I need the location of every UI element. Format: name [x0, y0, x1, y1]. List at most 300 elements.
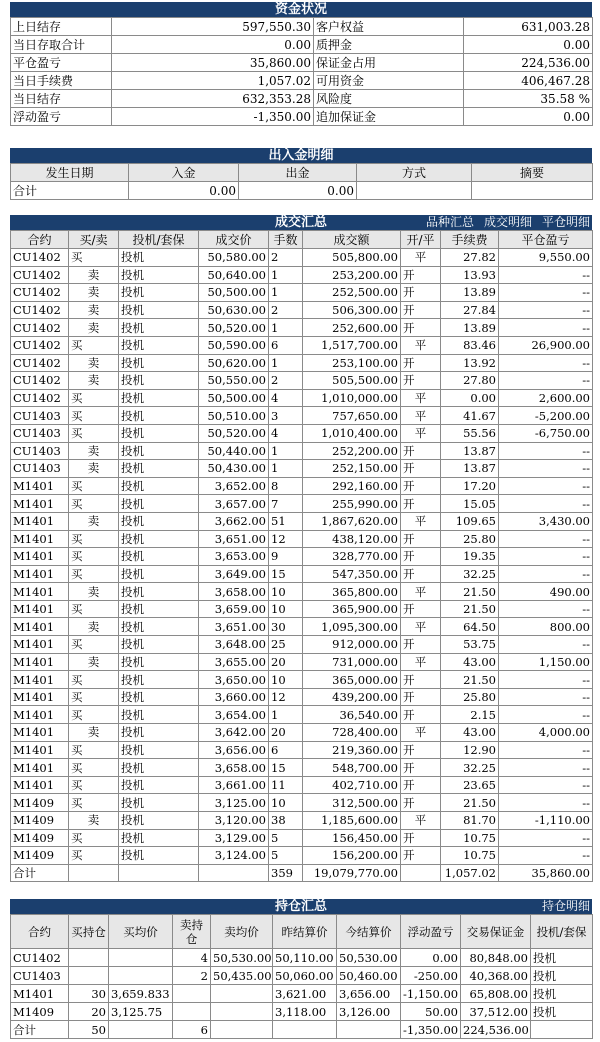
positions-header-cell: 昨结算价: [273, 915, 337, 949]
trade-cell: M1401: [11, 512, 69, 530]
positions-header-cell: 卖持仓: [173, 915, 211, 949]
trade-cell: 38: [269, 812, 303, 830]
position-cell: 3,118.00: [273, 1003, 337, 1021]
positions-total-cell: 6: [173, 1021, 211, 1039]
fund-value: 632,353.28: [112, 90, 314, 108]
link-trade-detail[interactable]: 成交明细: [483, 215, 532, 229]
positions-section: [10, 899, 592, 1039]
trade-cell: M1401: [11, 653, 69, 671]
trade-cell: 11: [269, 776, 303, 794]
trade-cell: 20: [269, 653, 303, 671]
position-cell: 4: [173, 949, 211, 967]
table-row: [11, 671, 593, 689]
trade-cell: 平: [401, 424, 441, 442]
trade-cell: --: [499, 741, 593, 759]
trade-cell: 投机: [119, 794, 199, 812]
trade-cell: 投机: [119, 812, 199, 830]
table-row: [11, 565, 593, 583]
trades-total-cell: [69, 864, 119, 882]
trade-cell: 50,500.00: [199, 284, 269, 302]
trade-cell: 50,550.00: [199, 372, 269, 390]
trade-cell: 买: [69, 565, 119, 583]
trade-cell: M1401: [11, 759, 69, 777]
trade-cell: 卖: [69, 301, 119, 319]
position-cell: [109, 967, 173, 985]
trade-cell: 投机: [119, 653, 199, 671]
trades-total-cell: [401, 864, 441, 882]
trade-cell: --: [499, 688, 593, 706]
trade-cell: 1,010,000.00: [303, 389, 401, 407]
trade-cell: --: [499, 548, 593, 566]
table-row: [11, 266, 593, 284]
trade-cell: 12.90: [441, 741, 499, 759]
trade-cell: 36,540.00: [303, 706, 401, 724]
table-row: [11, 354, 593, 372]
cash-header-cell: 发生日期: [11, 164, 129, 182]
trade-cell: 156,450.00: [303, 829, 401, 847]
trade-cell: 252,150.00: [303, 460, 401, 478]
positions-header-cell: 合约: [11, 915, 69, 949]
link-position-detail[interactable]: 持仓明细: [541, 899, 590, 913]
position-cell: 65,808.00: [461, 985, 531, 1003]
positions-total-cell: 50: [69, 1021, 109, 1039]
trades-header-row: [11, 231, 593, 249]
positions-header-row: [11, 915, 593, 949]
trade-cell: 3: [269, 407, 303, 425]
trades-header-cell: 开/平: [401, 231, 441, 249]
trade-cell: 2.15: [441, 706, 499, 724]
trade-cell: 投机: [119, 724, 199, 742]
trade-cell: 投机: [119, 618, 199, 636]
position-cell: 50,530.00: [337, 949, 401, 967]
trade-cell: 3,653.00: [199, 548, 269, 566]
trade-cell: CU1402: [11, 389, 69, 407]
trade-cell: 投机: [119, 583, 199, 601]
position-cell: 50,435.00: [211, 967, 273, 985]
trade-cell: 10: [269, 671, 303, 689]
trade-cell: 50,630.00: [199, 301, 269, 319]
table-row: [11, 741, 593, 759]
fund-label: 浮动盈亏: [11, 108, 112, 126]
positions-total-cell: 224,536.00: [461, 1021, 531, 1039]
trade-cell: 开: [401, 354, 441, 372]
fund-status-section: [10, 2, 592, 126]
trade-cell: 505,800.00: [303, 249, 401, 267]
position-cell: 投机: [531, 1003, 593, 1021]
trade-cell: M1401: [11, 530, 69, 548]
trade-cell: 买: [69, 336, 119, 354]
trade-cell: 3,661.00: [199, 776, 269, 794]
fund-label: 当日手续费: [11, 72, 112, 90]
trade-cell: 0.00: [441, 389, 499, 407]
trade-cell: 3,660.00: [199, 688, 269, 706]
trade-cell: 1: [269, 284, 303, 302]
fund-value: 224,536.00: [464, 54, 593, 72]
fund-value: 1,057.02: [112, 72, 314, 90]
trade-cell: 投机: [119, 495, 199, 513]
trade-cell: 买: [69, 776, 119, 794]
trade-cell: 6: [269, 741, 303, 759]
cash-flow-title: 出入金明细: [10, 148, 592, 163]
trade-cell: M1409: [11, 794, 69, 812]
trade-cell: 投机: [119, 284, 199, 302]
position-cell: 50,060.00: [273, 967, 337, 985]
table-row: [11, 829, 593, 847]
table-row: [11, 759, 593, 777]
trade-cell: 5: [269, 829, 303, 847]
trade-cell: 3,650.00: [199, 671, 269, 689]
fund-value: 35,860.00: [112, 54, 314, 72]
trade-cell: 开: [401, 301, 441, 319]
table-row: [11, 583, 593, 601]
position-cell: 投机: [531, 985, 593, 1003]
trade-cell: 13.89: [441, 319, 499, 337]
table-row: [11, 794, 593, 812]
trade-cell: 平: [401, 512, 441, 530]
trade-cell: 12: [269, 530, 303, 548]
trade-cell: 开: [401, 548, 441, 566]
cash-total-cell: 0.00: [239, 182, 357, 200]
trade-cell: 平: [401, 249, 441, 267]
trade-cell: 53.75: [441, 636, 499, 654]
trade-cell: -6,750.00: [499, 424, 593, 442]
trade-cell: CU1403: [11, 442, 69, 460]
table-row: [11, 724, 593, 742]
trade-cell: M1401: [11, 724, 69, 742]
trade-cell: 卖: [69, 460, 119, 478]
positions-title: 持仓汇总: [274, 899, 327, 914]
positions-header-cell: 今结算价: [337, 915, 401, 949]
trade-cell: 3,652.00: [199, 477, 269, 495]
position-cell: 20: [69, 1003, 109, 1021]
trade-cell: 156,200.00: [303, 847, 401, 865]
trade-cell: 253,200.00: [303, 266, 401, 284]
position-cell: 37,512.00: [461, 1003, 531, 1021]
trade-cell: M1401: [11, 583, 69, 601]
fund-value: 597,550.30: [112, 18, 314, 36]
fund-value: -1,350.00: [112, 108, 314, 126]
trade-cell: M1409: [11, 829, 69, 847]
positions-total-cell: [531, 1021, 593, 1039]
trade-cell: 1: [269, 460, 303, 478]
position-cell: 50,110.00: [273, 949, 337, 967]
fund-row: [11, 90, 593, 108]
trade-cell: 25: [269, 636, 303, 654]
position-cell: 投机: [531, 949, 593, 967]
position-cell: [173, 1003, 211, 1021]
trade-cell: 3,648.00: [199, 636, 269, 654]
positions-title-bar: [10, 899, 592, 914]
trade-cell: 292,160.00: [303, 477, 401, 495]
fund-label: 质押金: [314, 36, 464, 54]
trade-cell: CU1402: [11, 372, 69, 390]
fund-value: 406,467.28: [464, 72, 593, 90]
trade-cell: 64.50: [441, 618, 499, 636]
fund-label: 平仓盈亏: [11, 54, 112, 72]
trades-total-cell: 合计: [11, 864, 69, 882]
trade-cell: 439,200.00: [303, 688, 401, 706]
trade-cell: 15: [269, 759, 303, 777]
table-row: [11, 460, 593, 478]
trade-cell: CU1402: [11, 266, 69, 284]
trade-cell: 买: [69, 759, 119, 777]
trade-cell: 32.25: [441, 759, 499, 777]
trade-cell: --: [499, 706, 593, 724]
trade-cell: 卖: [69, 583, 119, 601]
trade-cell: --: [499, 460, 593, 478]
trade-cell: 365,000.00: [303, 671, 401, 689]
trade-cell: 757,650.00: [303, 407, 401, 425]
trade-cell: 4: [269, 389, 303, 407]
table-row: [11, 407, 593, 425]
trade-cell: 3,658.00: [199, 759, 269, 777]
trades-header-cell: 投机/套保: [119, 231, 199, 249]
trade-cell: 50,440.00: [199, 442, 269, 460]
trade-cell: CU1403: [11, 407, 69, 425]
position-cell: [109, 949, 173, 967]
trade-cell: 27.84: [441, 301, 499, 319]
trade-cell: 1,517,700.00: [303, 336, 401, 354]
trade-cell: 投机: [119, 688, 199, 706]
trade-cell: 投机: [119, 565, 199, 583]
trade-cell: 开: [401, 741, 441, 759]
trade-cell: 3,657.00: [199, 495, 269, 513]
trade-cell: 卖: [69, 812, 119, 830]
trade-cell: 平: [401, 653, 441, 671]
trade-cell: 25.80: [441, 688, 499, 706]
trade-cell: 50,590.00: [199, 336, 269, 354]
trades-header-cell: 合约: [11, 231, 69, 249]
trade-cell: 25.80: [441, 530, 499, 548]
trade-cell: 5: [269, 847, 303, 865]
trade-cell: M1409: [11, 847, 69, 865]
position-cell: [69, 949, 109, 967]
trade-cell: CU1402: [11, 249, 69, 267]
trade-cell: M1401: [11, 477, 69, 495]
position-cell: 30: [69, 985, 109, 1003]
position-cell: 40,368.00: [461, 967, 531, 985]
trade-cell: --: [499, 776, 593, 794]
trade-cell: --: [499, 266, 593, 284]
position-cell: 3,621.00: [273, 985, 337, 1003]
position-cell: 2: [173, 967, 211, 985]
trades-total-cell: 359: [269, 864, 303, 882]
trade-cell: 3,654.00: [199, 706, 269, 724]
trade-cell: 728,400.00: [303, 724, 401, 742]
trade-cell: 平: [401, 336, 441, 354]
trade-cell: 3,125.00: [199, 794, 269, 812]
table-row: [11, 495, 593, 513]
trades-title-bar: [10, 215, 592, 230]
trade-cell: 2: [269, 301, 303, 319]
table-row: [11, 618, 593, 636]
fund-value: 0.00: [464, 36, 593, 54]
positions-total-cell: [211, 1021, 273, 1039]
fund-value: 35.58 %: [464, 90, 593, 108]
table-row: [11, 949, 593, 967]
position-cell: [211, 1003, 273, 1021]
trade-cell: 26,900.00: [499, 336, 593, 354]
positions-header-cell: 买持仓: [69, 915, 109, 949]
trade-cell: M1401: [11, 636, 69, 654]
trade-cell: 投机: [119, 266, 199, 284]
table-row: [11, 319, 593, 337]
trade-cell: 投机: [119, 460, 199, 478]
trade-cell: 10: [269, 600, 303, 618]
trade-cell: 开: [401, 600, 441, 618]
trade-cell: 8: [269, 477, 303, 495]
fund-value: 631,003.28: [464, 18, 593, 36]
trade-cell: 投机: [119, 671, 199, 689]
trade-cell: 买: [69, 636, 119, 654]
trade-cell: 365,900.00: [303, 600, 401, 618]
trade-cell: 买: [69, 407, 119, 425]
table-row: [11, 688, 593, 706]
trade-cell: 438,120.00: [303, 530, 401, 548]
trade-cell: --: [499, 759, 593, 777]
trade-cell: 买: [69, 741, 119, 759]
trade-cell: --: [499, 847, 593, 865]
trade-cell: --: [499, 671, 593, 689]
fund-label: 客户权益: [314, 18, 464, 36]
trade-cell: 开: [401, 495, 441, 513]
trade-cell: 买: [69, 389, 119, 407]
table-row: [11, 776, 593, 794]
trade-cell: 27.82: [441, 249, 499, 267]
trade-cell: 开: [401, 442, 441, 460]
trade-cell: 卖: [69, 618, 119, 636]
position-cell: 50,530.00: [211, 949, 273, 967]
trade-cell: 开: [401, 776, 441, 794]
fund-status-table: [10, 17, 593, 126]
position-cell: 3,126.00: [337, 1003, 401, 1021]
trade-cell: 投机: [119, 512, 199, 530]
trade-cell: 50,580.00: [199, 249, 269, 267]
trade-cell: 卖: [69, 319, 119, 337]
trade-cell: 506,300.00: [303, 301, 401, 319]
trade-cell: 83.46: [441, 336, 499, 354]
positions-total-row: [11, 1021, 593, 1039]
table-row: [11, 336, 593, 354]
positions-header-cell: 买均价: [109, 915, 173, 949]
table-row: [11, 812, 593, 830]
trade-cell: 55.56: [441, 424, 499, 442]
trade-cell: 卖: [69, 653, 119, 671]
trade-cell: 328,770.00: [303, 548, 401, 566]
trade-cell: M1401: [11, 548, 69, 566]
trade-cell: 21.50: [441, 600, 499, 618]
trade-cell: --: [499, 477, 593, 495]
trade-cell: 21.50: [441, 583, 499, 601]
trade-cell: --: [499, 565, 593, 583]
trade-cell: 51: [269, 512, 303, 530]
trade-cell: 17.20: [441, 477, 499, 495]
cash-flow-section: [10, 148, 592, 200]
trade-cell: 3,656.00: [199, 741, 269, 759]
trade-cell: 252,500.00: [303, 284, 401, 302]
trade-cell: 买: [69, 477, 119, 495]
trade-cell: 15.05: [441, 495, 499, 513]
trade-cell: 3,124.00: [199, 847, 269, 865]
trade-cell: 开: [401, 794, 441, 812]
fund-label: 风险度: [314, 90, 464, 108]
trade-cell: 卖: [69, 442, 119, 460]
trades-header-cell: 成交额: [303, 231, 401, 249]
trades-table: [10, 230, 593, 882]
positions-total-cell: [337, 1021, 401, 1039]
trade-cell: 800.00: [499, 618, 593, 636]
table-row: [11, 389, 593, 407]
trade-cell: 252,600.00: [303, 319, 401, 337]
cash-total-cell: [357, 182, 472, 200]
trade-cell: 投机: [119, 847, 199, 865]
trade-cell: 13.93: [441, 266, 499, 284]
trade-cell: --: [499, 600, 593, 618]
trade-cell: M1401: [11, 706, 69, 724]
position-cell: CU1403: [11, 967, 69, 985]
trades-header-cell: 手续费: [441, 231, 499, 249]
table-row: [11, 477, 593, 495]
trade-cell: M1401: [11, 565, 69, 583]
trade-cell: 买: [69, 671, 119, 689]
position-cell: 80,848.00: [461, 949, 531, 967]
trade-cell: CU1402: [11, 284, 69, 302]
trade-cell: 43.00: [441, 653, 499, 671]
trades-title: 成交汇总: [274, 215, 327, 230]
trade-cell: --: [499, 301, 593, 319]
trade-cell: 365,800.00: [303, 583, 401, 601]
trade-cell: 投机: [119, 354, 199, 372]
trade-cell: 开: [401, 671, 441, 689]
table-row: [11, 548, 593, 566]
fund-label: 上日结存: [11, 18, 112, 36]
trade-cell: CU1402: [11, 336, 69, 354]
trade-cell: 41.67: [441, 407, 499, 425]
positions-header-cell: 浮动盈亏: [401, 915, 461, 949]
trade-cell: --: [499, 319, 593, 337]
fund-row: [11, 108, 593, 126]
trade-cell: 开: [401, 829, 441, 847]
trades-total-cell: 19,079,770.00: [303, 864, 401, 882]
trade-cell: 312,500.00: [303, 794, 401, 812]
trade-cell: 548,700.00: [303, 759, 401, 777]
trade-cell: 买: [69, 424, 119, 442]
position-cell: 50.00: [401, 1003, 461, 1021]
trade-cell: 81.70: [441, 812, 499, 830]
table-row: [11, 372, 593, 390]
trade-cell: 投机: [119, 530, 199, 548]
trades-total-row: [11, 864, 593, 882]
trade-cell: M1401: [11, 776, 69, 794]
trades-header-cell: 平仓盈亏: [499, 231, 593, 249]
trade-cell: --: [499, 495, 593, 513]
trade-cell: 912,000.00: [303, 636, 401, 654]
trade-cell: -1,110.00: [499, 812, 593, 830]
trade-cell: M1401: [11, 495, 69, 513]
fund-value: 0.00: [464, 108, 593, 126]
link-close-detail[interactable]: 平仓明细: [541, 215, 590, 229]
trade-cell: --: [499, 530, 593, 548]
table-row: [11, 284, 593, 302]
trade-cell: --: [499, 284, 593, 302]
trade-cell: 3,659.00: [199, 600, 269, 618]
trade-cell: M1401: [11, 671, 69, 689]
trade-cell: --: [499, 829, 593, 847]
trade-cell: 卖: [69, 372, 119, 390]
position-cell: -1,150.00: [401, 985, 461, 1003]
link-product-summary[interactable]: 品种汇总: [425, 215, 474, 229]
trade-cell: 平: [401, 724, 441, 742]
